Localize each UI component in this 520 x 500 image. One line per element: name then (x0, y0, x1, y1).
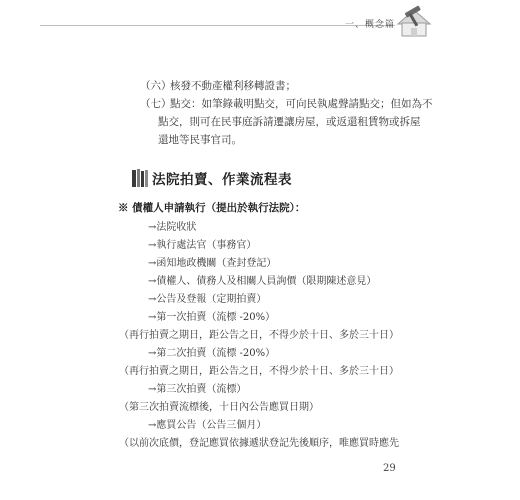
list-item (140, 77, 296, 95)
flow-note: （以前次底價，登記應買依據遞狀登記先後順序，唯應買時應先 (119, 438, 399, 449)
flow-step: →第三次拍賣（流標） (148, 384, 247, 395)
flow-step: →法院收狀 (148, 222, 197, 233)
stacked-books-icon (131, 168, 149, 188)
flow-step: →第一次拍賣（流標 -20%） (148, 312, 276, 323)
item-continuation: 還地等民事官司。 (158, 134, 242, 146)
flow-note: （第三次拍賣流標後，十日內公告應買日期） (119, 402, 319, 413)
item-number: （七） (140, 98, 172, 110)
section-title: 法院拍賣、作業流程表 (152, 172, 292, 188)
flow-step: →應買公告（公告三個月） (148, 420, 267, 431)
flow-heading: ※ 債權人申請執行（提出於執行法院）： (118, 202, 306, 214)
flow-step: →函知地政機關（查封登記） (148, 258, 277, 269)
item-text: 點交：如筆錄載明點交，可向民執處聲請點交；但如為不 (170, 98, 433, 110)
page-number: 29 (383, 463, 396, 474)
running-header-title: 一、概念篇 (345, 20, 396, 30)
flow-note: （再行拍賣之期日，距公告之日，不得少於十日、多於三十日） (119, 330, 399, 341)
flow-step: →債權人、債務人及相關人員詢價（限期陳述意見） (148, 276, 377, 287)
flow-note: （再行拍賣之期日，距公告之日，不得少於十日、多於三十日） (119, 366, 399, 377)
flow-step: →第二次拍賣（流標 -20%） (148, 348, 276, 359)
item-number: （六） (140, 80, 172, 92)
item-text: 核發不動產權利移轉證書； (170, 80, 296, 92)
house-gavel-logo-icon (392, 4, 436, 38)
header-rule (40, 25, 395, 26)
flow-step: →公告及登報（定期拍賣） (148, 294, 267, 305)
list-item (140, 95, 433, 113)
item-continuation: 點交，則可在民事庭訴請遷讓房屋，或返還租賃物或拆屋 (158, 116, 421, 128)
flow-step: →執行處法官（事務官） (148, 240, 257, 251)
